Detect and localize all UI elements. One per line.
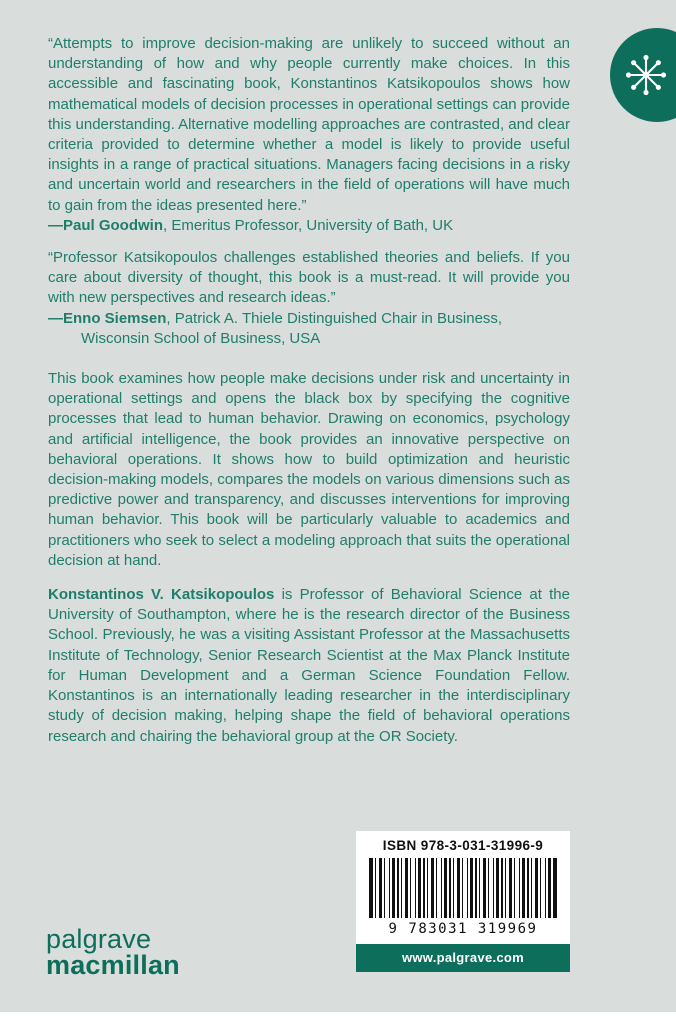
isbn-barcode-block — [356, 831, 570, 972]
endorsement-quote-2: “Professor Katsikopoulos challenges established theories and beliefs. If you care about diversity of thought, this book is a must-read. It will provide you with new perspectives and research ideas.” — [48, 249, 570, 307]
back-cover-text — [48, 34, 570, 747]
endorser-name-1: —Paul Goodwin — [48, 216, 163, 234]
publisher-website: www.palgrave.com — [356, 944, 570, 972]
publisher-wordmark — [46, 926, 180, 978]
author-bio — [48, 585, 570, 747]
barcode-bars — [369, 858, 557, 918]
publisher-name-palgrave: palgrave — [46, 924, 152, 954]
endorser-title-2-line2: Wisconsin School of Business, USA — [81, 329, 321, 347]
book-description: This book examines how people make decisions under risk and uncertainty in operational settings and opens the black box by specifying the cognitive processes that lead to human behavior. Drawing on economics, psychology and artificial intelligence, the book provides an innovative perspective on behavioral operations. It shows how to build optimization and heuristic decision-making models, compares the models on various dimensions such as predictive power and transparency, and discusses interventions for improving human behavior. This book will be particularly valuable to academics and practitioners who seek to select a modeling approach that suits the operational decision at hand. — [48, 370, 570, 569]
endorsement-attribution-1 — [48, 216, 570, 236]
publisher-name-macmillan: macmillan — [46, 950, 180, 980]
author-bio-text: is Professor of Behavioral Science at the University of Southampton, where he is the research director of the Business School. Previously, he was a visiting Assistant Professor at the Massachusetts Institute of Technology, Senior Research Scientist at the Max Planck Institute for Human Development and a German Science Foundation Fellow. Konstantinos is an internationally leading researcher in the interdisciplinary study of decision making, helping shape the field of behavioral operations research and chairing the behavioral group at the OR Society. — [48, 586, 570, 745]
endorsement-attribution-2 — [48, 309, 570, 349]
endorsement-quote-1: “Attempts to improve decision-making are unlikely to succeed without an understanding of how and why people currently make choices. In this accessible and fascinating book, Konstantinos Katsikopoulos shows how mathematical models of decision processes in operational settings can provide this understanding. Alternative modelling approaches are contrasted, and clear criteria provided to determine whether a model is likely to provide useful insights in a range of practical situations. Managers facing decisions in a risky and uncertain world and researchers in the field of operations will have much to gain from the ideas presented here.” — [48, 35, 570, 214]
endorser-name-2: —Enno Siemsen — [48, 309, 167, 327]
page-bottom-edge — [0, 1012, 676, 1020]
endorser-title-2: , Patrick A. Thiele Distinguished Chair in Business, — [166, 309, 503, 327]
palgrave-flower-icon — [618, 47, 674, 103]
brand-circle — [610, 28, 676, 122]
isbn-digits: 9 783031 319969 — [388, 921, 538, 937]
author-name: Konstantinos V. Katsikopoulos — [48, 586, 275, 604]
endorser-title-1: , Emeritus Professor, University of Bath, UK — [163, 216, 454, 234]
isbn-label: ISBN 978-3-031-31996-9 — [382, 838, 544, 853]
